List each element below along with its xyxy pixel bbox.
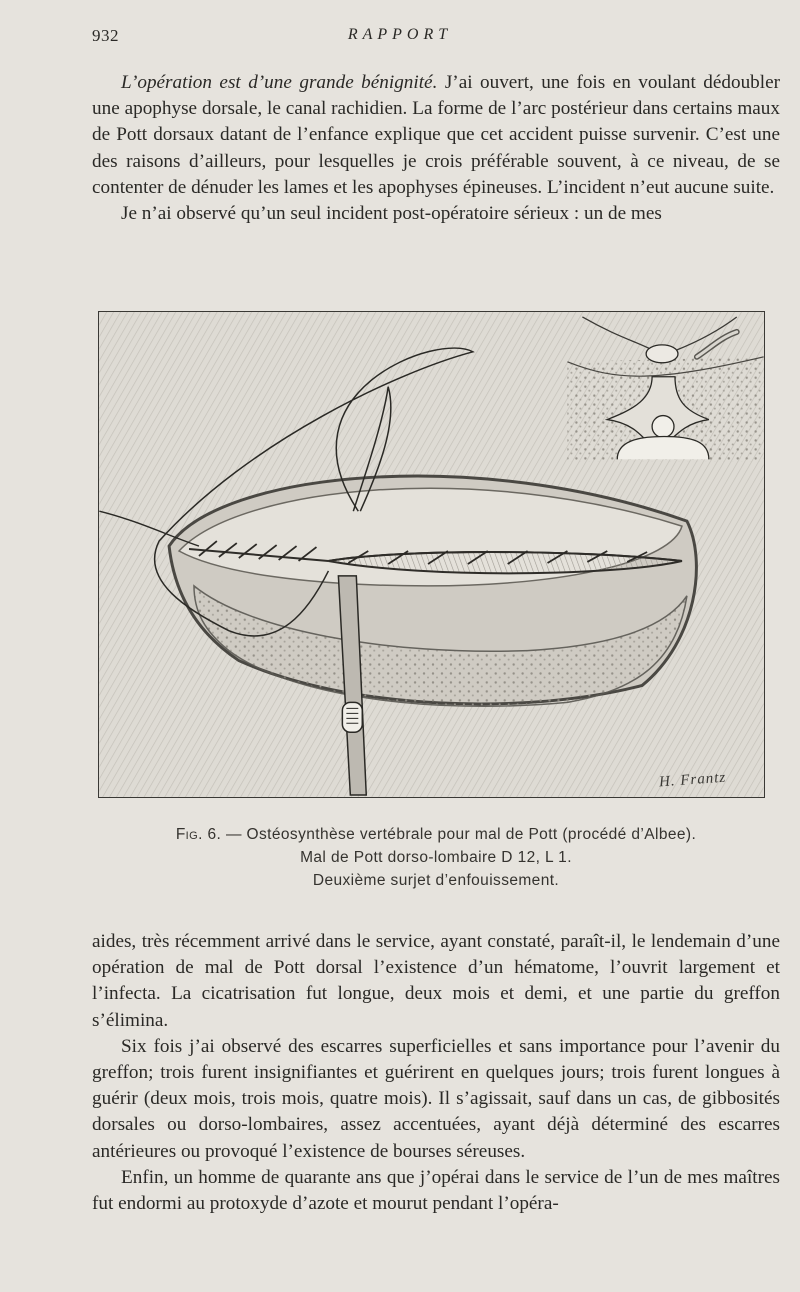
- paragraph: [92, 70, 780, 201]
- artist-signature: H. Frantz: [658, 769, 727, 791]
- text-block-bottom: [92, 929, 780, 1217]
- page-header: [0, 26, 800, 50]
- paragraph-text: J’ai ouvert, une fois en voulant dédoubler une apophyse dorsale, le canal rachidien. La forme de l’arc postérieur dans certains maux de Pott dorsaux datant de l’enfance explique que cet accident puisse survenir. C’est une des raisons d’ailleurs, pour lesquelles je crois préférable souvent, à ce niveau, de se contenter de dénuder les lames et les apophyses épineuses. L’incident n’eut aucune suite.: [92, 72, 780, 198]
- caption-line-3: Deuxième surjet d’enfouissement.: [312, 872, 560, 889]
- caption-title: — Ostéosynthèse vertébrale pour mal de Pott (procédé d’Albee).: [225, 826, 697, 843]
- running-title: RAPPORT: [347, 26, 453, 43]
- paragraph: aides, très récemment arrivé dans le service, ayant constaté, paraît-il, le lendemain d’une opération de mal de Pott dorsal l’existence d’un hématome, l’ouvrit largement et l’infecta. La cicatrisation fut longue, deux mois et demi, et une partie du greffon s’élimina.: [92, 931, 780, 1031]
- forceps-grip: [342, 702, 362, 732]
- figure-label: Fig. 6.: [175, 826, 222, 843]
- paragraph: Enfin, un homme de quarante ans que j’opérai dans le service de l’un de mes maîtres fut endormi au protoxyde d’azote et mourut pendant l’opéra-: [92, 1166, 780, 1215]
- caption-line-1: [92, 823, 780, 846]
- surgical-illustration: [98, 311, 765, 798]
- page-number: 932: [92, 26, 119, 45]
- caption-line-2: Mal de Pott dorso-lombaire D 12, L 1.: [300, 849, 572, 866]
- paragraph-lead: L’opération est d’une grande bénignité.: [121, 72, 438, 93]
- paragraph: Je n’ai observé qu’un seul incident post-opératoire sérieux : un de mes: [121, 203, 662, 225]
- text-block-top: [92, 70, 780, 227]
- paragraph: Six fois j’ai observé des escarres superficielles et sans importance pour l’avenir du greffon; trois furent insignifiantes et guérirent en quelques jours; trois furent longues à guérir (deux mois, trois mois, quatre mois). Il s’agissait, sauf dans un cas, de gibbosités dorsales ou dorso-lombaires, assez accentuées, ayant déjà déterminé des escarres antérieures ou provoqué l’existence de bourses séreuses.: [92, 1035, 780, 1162]
- figure-caption: [92, 823, 780, 892]
- illustration-drawing: [99, 312, 764, 797]
